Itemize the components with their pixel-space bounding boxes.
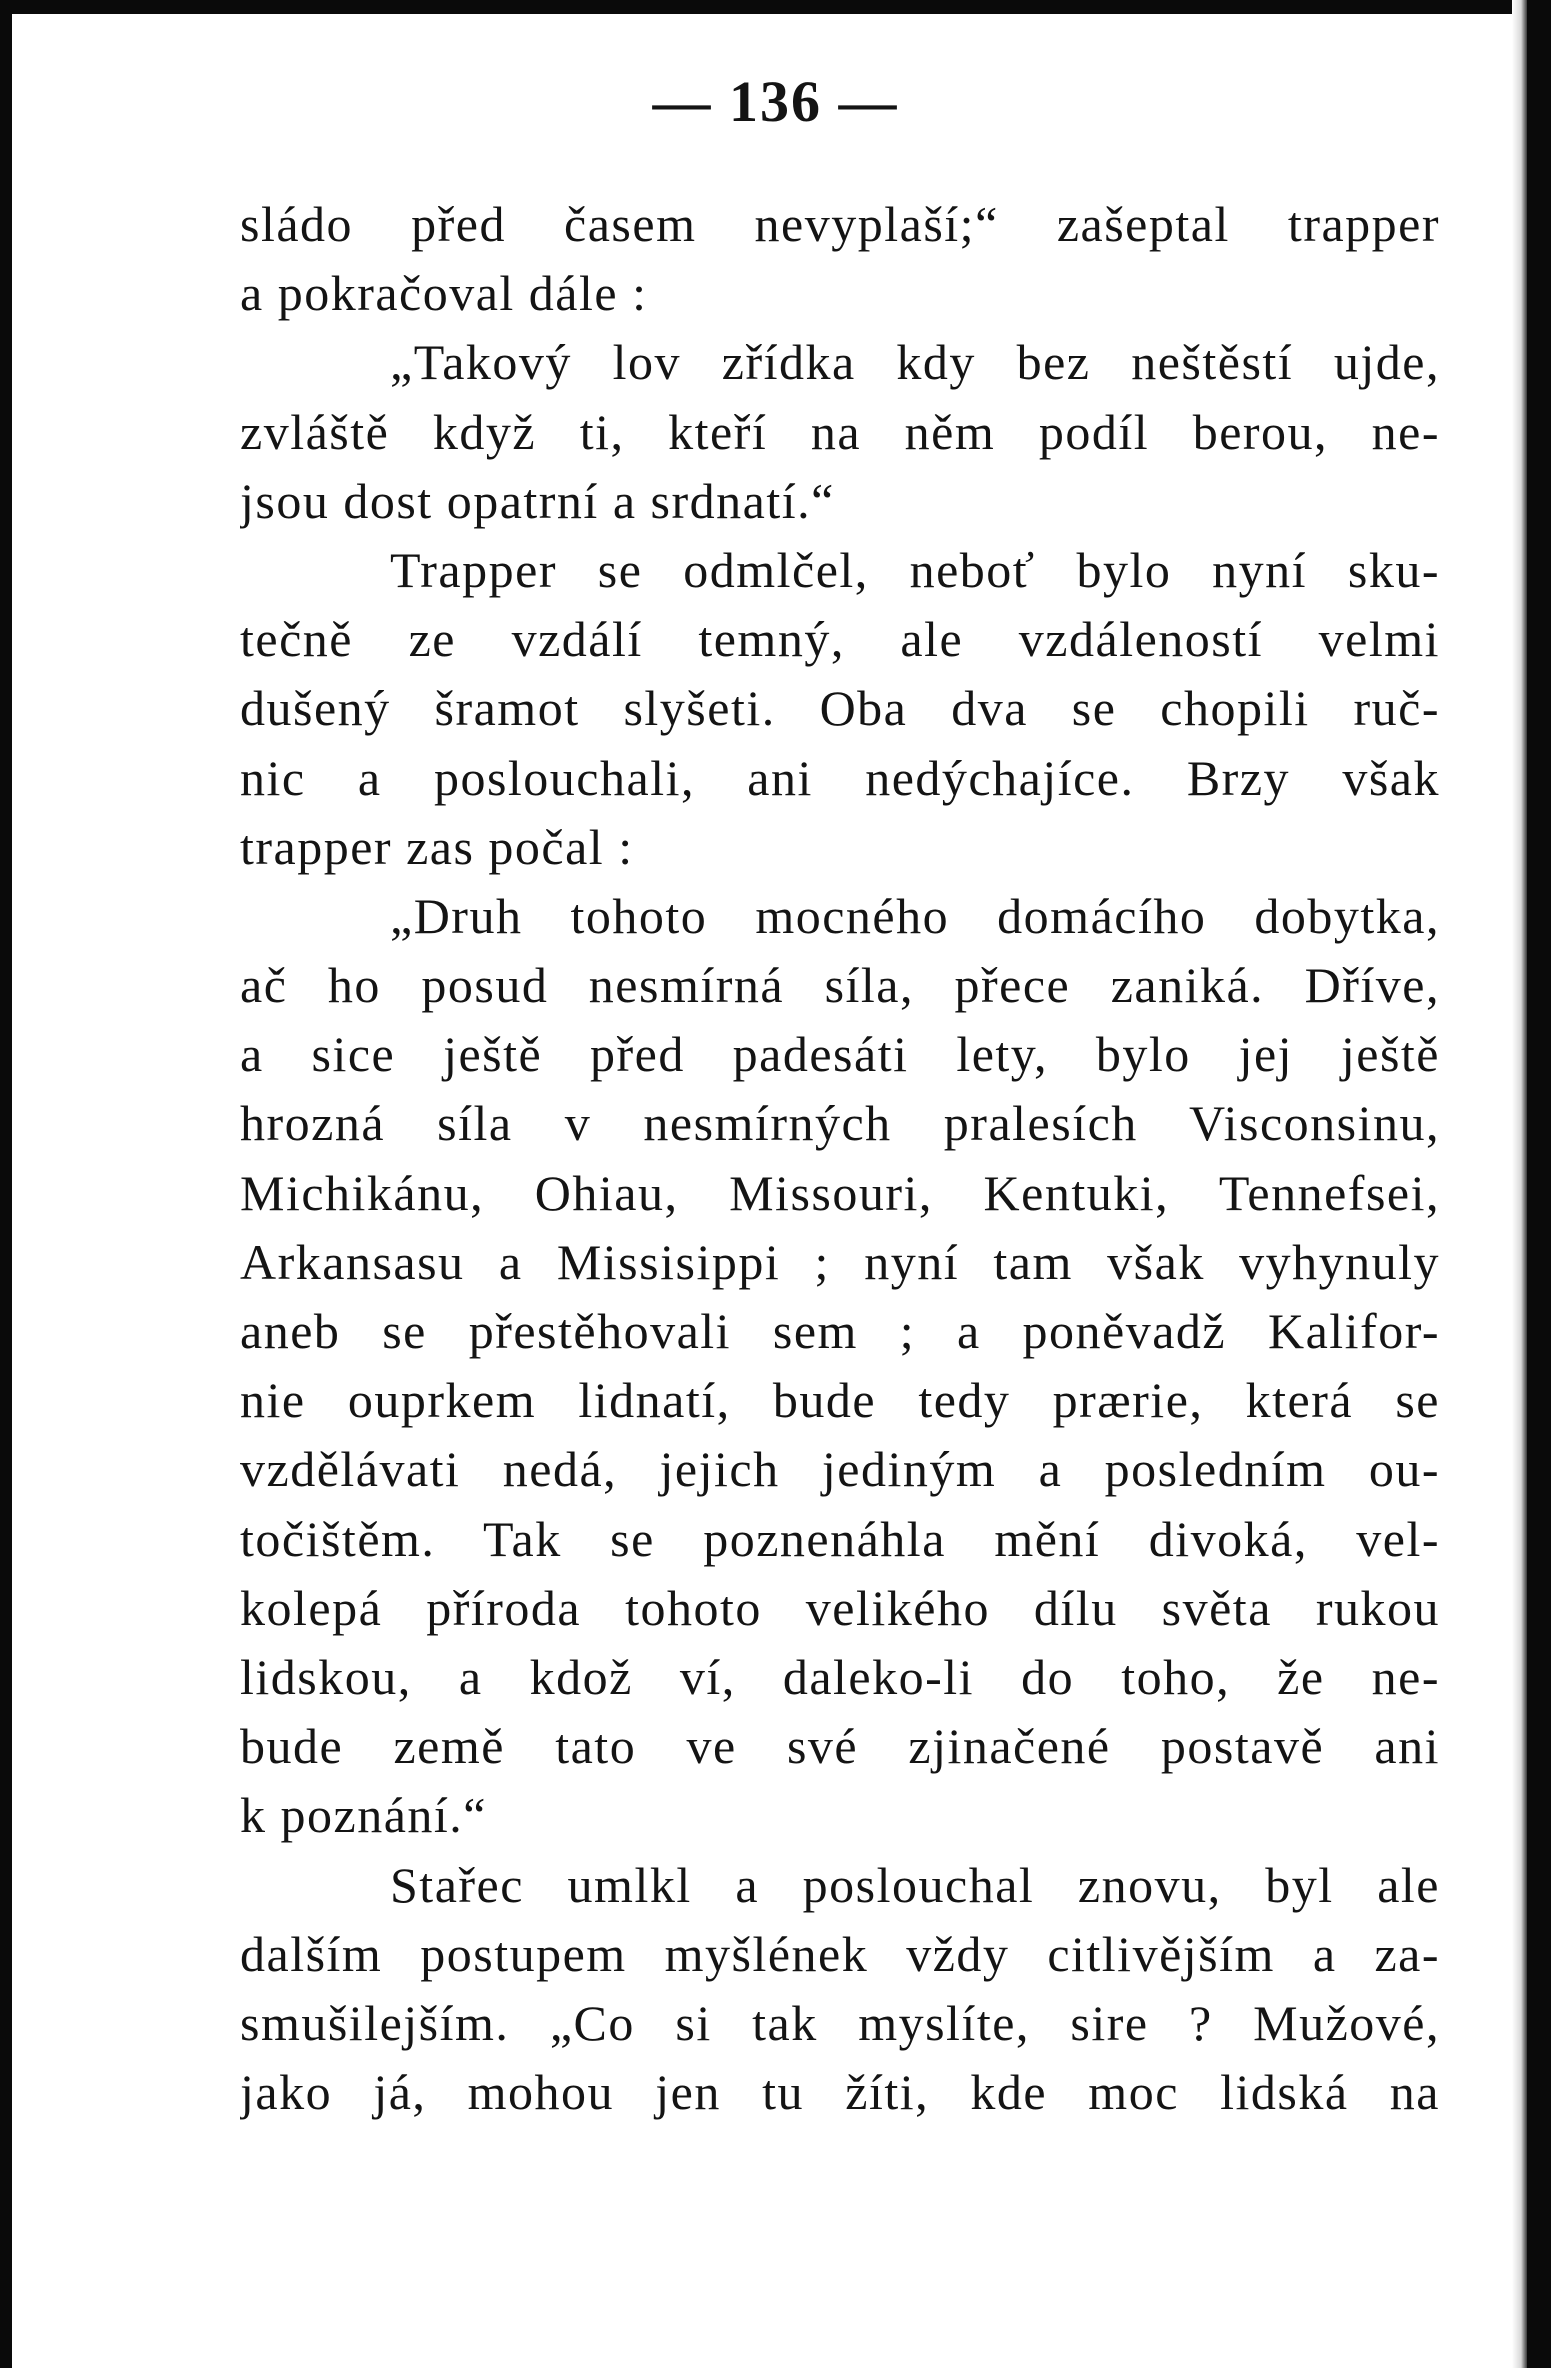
page-edge-shadow — [1512, 0, 1527, 2368]
scan-border-right — [1527, 0, 1551, 2368]
body-text — [240, 190, 1440, 2127]
text-line: trapper zas počal : — [240, 818, 634, 875]
text-line: dušený šramot slyšeti. Oba dva se chopili ruč- — [240, 680, 1440, 737]
text-line: ač ho posud nesmírná síla, přece zaniká. Dříve, — [240, 957, 1440, 1014]
text-line: aneb se přestěhovali sem ; a poněvadž Kalifor- — [240, 1303, 1440, 1359]
text-line: zvláště když ti, kteří na něm podíl berou, ne- — [240, 403, 1440, 460]
text-line: nic a poslouchali, ani nedýchajíce. Brzy však — [240, 749, 1440, 806]
text-line: nie ouprkem lidnatí, bude tedy prærie, která se — [240, 1372, 1440, 1429]
text-line: a sice ještě před padesáti lety, bylo jej ještě — [240, 1026, 1440, 1083]
text-line: kolepá příroda tohoto velikého dílu světa rukou — [240, 1579, 1440, 1636]
text-line: Trapper se odmlčel, neboť bylo nyní sku- — [390, 541, 1440, 598]
text-line: bude země tato ve své zjinačené postavě ani — [240, 1718, 1440, 1775]
text-line: Michikánu, Ohiau, Missouri, Kentuki, Tennefsei, — [240, 1164, 1440, 1221]
text-line: jako já, mohou jen tu žíti, kde moc lidská na — [240, 2064, 1440, 2121]
text-line: a pokračoval dále : — [240, 265, 648, 322]
text-line: „Druh tohoto mocného domácího dobytka, — [390, 887, 1440, 944]
text-line: jsou dost opatrní a srdnatí.“ — [240, 472, 835, 529]
text-line: vzdělávati nedá, jejich jediným a posledním ou- — [240, 1441, 1440, 1498]
text-line: točištěm. Tak se poznenáhla mění divoká, vel- — [240, 1510, 1440, 1567]
text-line: Arkansasu a Missisippi ; nyní tam však vyhynuly — [240, 1233, 1440, 1290]
page-number: — 136 — — [652, 69, 899, 134]
text-line: „Takový lov zřídka kdy bez neštěstí ujde, — [390, 334, 1440, 391]
scan-border-top — [0, 0, 1551, 14]
text-line: hrozná síla v nesmírných pralesích Visconsinu, — [240, 1095, 1440, 1152]
text-line: tečně ze vzdálí temný, ale vzdáleností velmi — [240, 611, 1440, 668]
text-line: Stařec umlkl a poslouchal znovu, byl ale — [390, 1856, 1440, 1913]
text-line: smušilejším. „Co si tak myslíte, sire ? Mužové, — [240, 1994, 1440, 2051]
text-line: k poznání.“ — [240, 1787, 487, 1844]
text-line: lidskou, a kdož ví, daleko-li do toho, že ne- — [240, 1648, 1440, 1705]
scan-border-left — [0, 0, 12, 2368]
text-line: sládo před časem nevyplaší;“ zašeptal trapper — [240, 196, 1440, 252]
text-line: dalším postupem myšlének vždy citlivějším a za- — [240, 1925, 1440, 1982]
